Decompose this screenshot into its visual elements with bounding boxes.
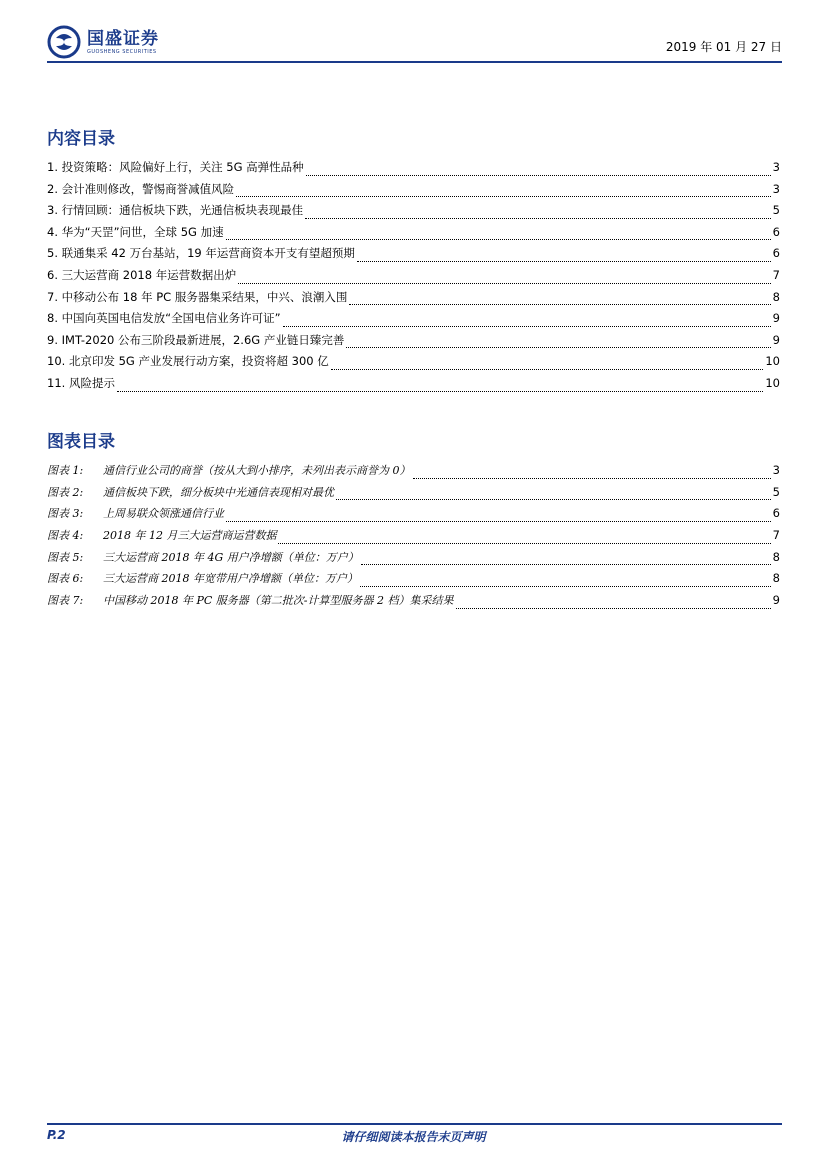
toc-entry[interactable] [47, 179, 780, 201]
figure-entry-title: 上周易联众领涨通信行业 [103, 507, 224, 521]
logo-mark-icon [47, 25, 81, 59]
figures-title: 图表目录 [47, 432, 115, 452]
toc-entry-title: 9. IMT-2020 公布三阶段最新进展，2.6G 产业链日臻完善 [47, 332, 345, 347]
toc-entry[interactable] [47, 308, 780, 330]
footer-divider [47, 1123, 782, 1125]
brand-subtitle: GUOSHENG SECURITIES [87, 49, 157, 55]
figure-entry[interactable] [47, 460, 780, 482]
figures-list [47, 460, 780, 612]
dot-leader [456, 608, 771, 609]
toc-entry-page: 6 [772, 246, 780, 261]
dot-leader [226, 521, 771, 522]
figure-entry-page: 6 [772, 506, 780, 521]
figure-entry-title: 2018 年 12 月三大运营商运营数据 [103, 529, 277, 543]
toc-entry-title: 1. 投资策略：风险偏好上行，关注 5G 高弹性品种 [47, 160, 304, 174]
footer-disclaimer: 请仔细阅读本报告末页声明 [341, 1130, 486, 1144]
toc-entry-title: 3. 行情回顾：通信板块下跌，光通信板块表现最佳 [47, 203, 304, 218]
dot-leader [361, 564, 771, 565]
dot-leader [283, 326, 771, 327]
dot-leader [278, 543, 770, 544]
toc-entry-title: 2. 会计准则修改，警惕商誉减值风险 [47, 181, 235, 196]
figure-entry-page: 5 [772, 484, 780, 499]
toc-entry-page: 3 [772, 160, 780, 174]
toc-entry-title: 10. 北京印发 5G 产业发展行动方案，投资将超 300 亿 [47, 354, 329, 369]
figure-entry-title: 三大运营商 2018 年宽带用户净增额（单位：万户） [103, 572, 358, 586]
toc-entry-title: 5. 联通集采 42 万台基站，19 年运营商资本开支有望超预期 [47, 246, 355, 261]
toc-entry-title: 8. 中国向英国电信发放“全国电信业务许可证” [47, 311, 281, 326]
figure-entry-page: 7 [772, 528, 780, 543]
toc-entry-title: 6. 三大运营商 2018 年运营数据出炉 [47, 267, 237, 282]
figure-entry[interactable] [47, 503, 780, 525]
dot-leader [306, 175, 771, 176]
dot-leader [346, 347, 770, 348]
dot-leader [331, 369, 764, 370]
figure-entry-title: 通信行业公司的商誉（按从大到小排序，未列出表示商誉为 0） [103, 464, 411, 477]
figure-entry[interactable] [47, 482, 780, 504]
contents-title: 内容目录 [47, 129, 115, 149]
toc-entry[interactable] [47, 330, 780, 352]
dot-leader [357, 261, 771, 262]
contents-list [47, 157, 780, 395]
report-date: 2019 年 01 月 27 日 [665, 40, 782, 54]
figure-entry-label: 图表 7: [47, 594, 84, 608]
figure-entry[interactable] [47, 568, 780, 590]
figure-entry[interactable] [47, 590, 780, 612]
toc-entry-page: 9 [772, 311, 780, 326]
toc-entry-title: 4. 华为“天罡”问世，全球 5G 加速 [47, 224, 224, 239]
dot-leader [305, 218, 771, 219]
figure-entry-title: 通信板块下跌，细分板块中光通信表现相对最优 [103, 485, 334, 499]
figure-entry-label: 图表 4: [47, 529, 84, 543]
toc-entry[interactable] [47, 287, 780, 309]
page-header [47, 22, 782, 62]
figure-entry-label: 图表 1: [47, 464, 84, 477]
figure-entry-title: 中国移动 2018 年 PC 服务器（第二批次-计算型服务器 2 档）集采结果 [103, 594, 454, 608]
toc-entry[interactable] [47, 200, 780, 222]
dot-leader [236, 196, 771, 197]
toc-entry-page: 7 [772, 267, 780, 282]
toc-entry-page: 10 [765, 354, 780, 369]
figure-entry-page: 8 [772, 571, 780, 586]
dot-leader [117, 391, 763, 392]
figure-entry[interactable] [47, 525, 780, 547]
header-divider [47, 61, 782, 63]
toc-entry-page: 6 [772, 224, 780, 239]
toc-entry[interactable] [47, 351, 780, 373]
figure-entry-label: 图表 2: [47, 485, 84, 499]
toc-entry-title: 11. 风险提示 [47, 375, 115, 390]
figure-entry-title: 三大运营商 2018 年 4G 用户净增额（单位：万户） [103, 550, 359, 564]
brand-name: 国盛证券 [87, 29, 159, 49]
dot-leader [360, 586, 771, 587]
toc-entry-page: 10 [765, 375, 780, 390]
toc-entry[interactable] [47, 243, 780, 265]
figure-entry-label: 图表 3: [47, 507, 84, 521]
figure-entry-page: 9 [772, 593, 780, 608]
figure-entry-label: 图表 6: [47, 572, 84, 586]
toc-entry[interactable] [47, 373, 780, 395]
toc-entry-page: 5 [772, 203, 780, 218]
dot-leader [238, 283, 770, 284]
dot-leader [349, 304, 770, 305]
toc-entry-page: 9 [772, 332, 780, 347]
toc-entry[interactable] [47, 222, 780, 244]
toc-entry[interactable] [47, 157, 780, 179]
toc-entry-page: 8 [772, 289, 780, 304]
toc-entry[interactable] [47, 265, 780, 287]
figure-entry-page: 8 [772, 549, 780, 564]
company-logo [47, 24, 159, 60]
toc-entry-page: 3 [772, 181, 780, 196]
dot-leader [226, 239, 771, 240]
dot-leader [336, 499, 771, 500]
page-number: P.2 [47, 1128, 66, 1142]
dot-leader [413, 478, 771, 479]
figure-entry-page: 3 [772, 463, 780, 477]
figure-entry[interactable] [47, 547, 780, 569]
figure-entry-label: 图表 5: [47, 550, 84, 564]
toc-entry-title: 7. 中移动公布 18 年 PC 服务器集采结果，中兴、浪潮入围 [47, 289, 348, 304]
